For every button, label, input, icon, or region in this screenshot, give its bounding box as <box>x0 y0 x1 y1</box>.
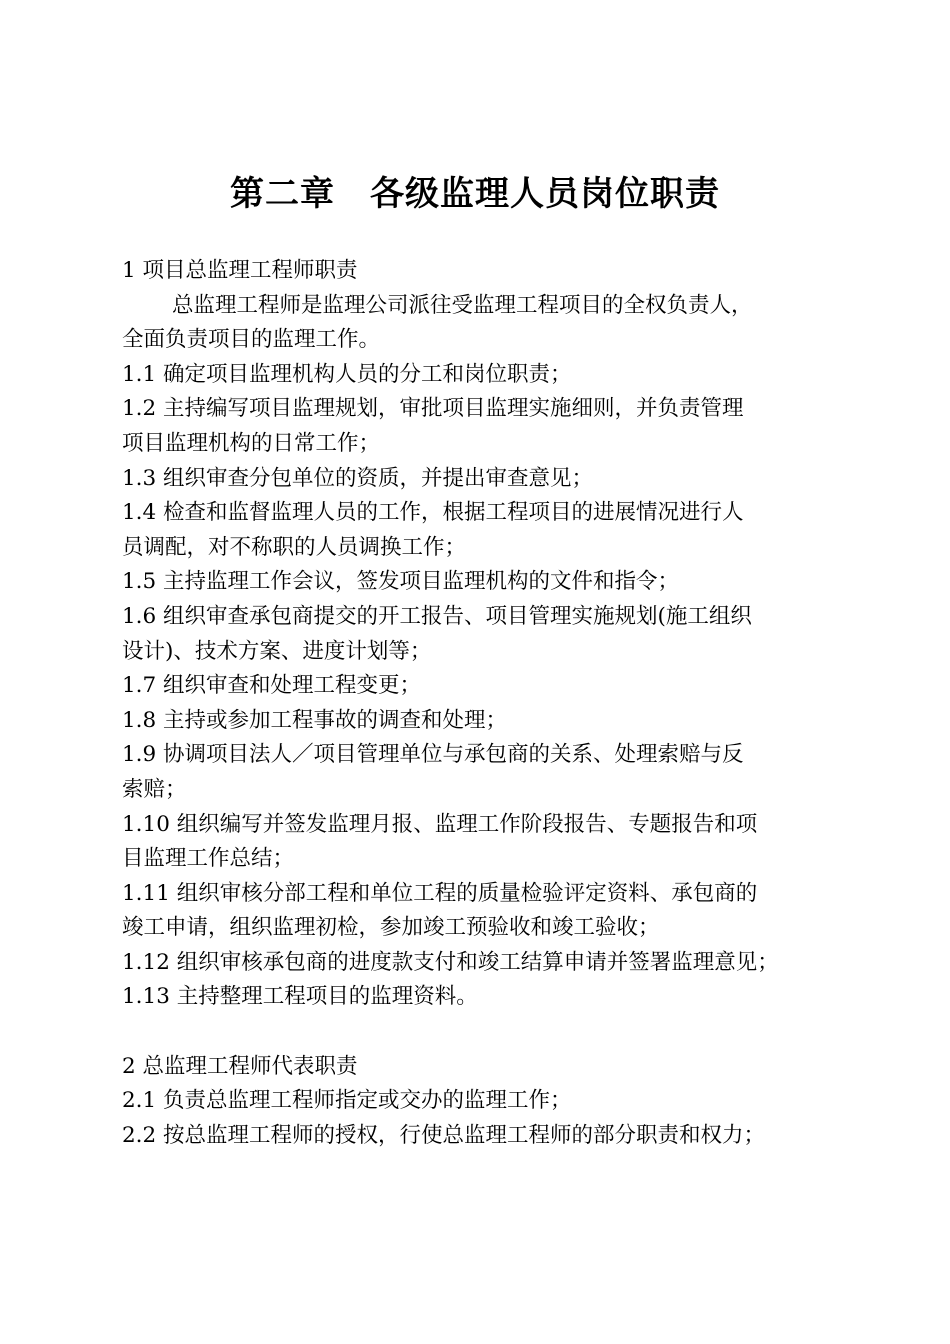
list-item: 1.13 主持整理工程项目的监理资料。 <box>122 984 478 1010</box>
list-item-continuation: 索赔； <box>122 776 187 802</box>
section-spacer <box>122 1015 832 1050</box>
paragraph-line: 全面负责项目的监理工作。 <box>122 327 381 353</box>
list-item: 1.2 主持编写项目监理规划，审批项目监理实施细则，并负责管理 <box>122 396 744 422</box>
list-item: 1.6 组织审查承包商提交的开工报告、项目管理实施规划(施工组织 <box>122 603 752 629</box>
section-heading: 1 项目总监理工程师职责 <box>122 258 358 283</box>
list-item: 1.10 组织编写并签发监理月报、监理工作阶段报告、专题报告和项 <box>122 811 758 837</box>
list-item: 1.9 协调项目法人／项目管理单位与承包商的关系、处理索赔与反 <box>122 742 744 768</box>
list-item-continuation: 项目监理机构的日常工作； <box>122 430 381 456</box>
list-item: 1.11 组织审核分部工程和单位工程的质量检验评定资料、承包商的 <box>122 880 758 906</box>
list-item-continuation: 竣工申请，组织监理初检，参加竣工预验收和竣工验收； <box>122 915 660 941</box>
list-item-continuation: 目监理工作总结； <box>122 846 295 872</box>
list-item: 1.1 确定项目监理机构人员的分工和岗位职责； <box>122 361 572 387</box>
document-body <box>122 254 832 1153</box>
paragraph-line: 总监理工程师是监理公司派往受监理工程项目的全权负责人， <box>172 292 753 318</box>
list-item: 1.3 组织审查分包单位的资质，并提出审查意见； <box>122 465 594 491</box>
list-item: 2.2 按总监理工程师的授权，行使总监理工程师的部分职责和权力； <box>122 1122 766 1148</box>
list-item: 1.12 组织审核承包商的进度款支付和竣工结算申请并签署监理意见； <box>122 949 779 975</box>
list-item: 1.8 主持或参加工程事故的调查和处理； <box>122 707 508 733</box>
chapter-title: 第二章 各级监理人员岗位职责 <box>230 174 720 214</box>
list-item-continuation: 员调配，对不称职的人员调换工作； <box>122 534 467 560</box>
list-item: 1.7 组织审查和处理工程变更； <box>122 673 422 699</box>
list-item-continuation: 设计)、技术方案、进度计划等； <box>122 638 432 664</box>
list-item: 2.1 负责总监理工程师指定或交办的监理工作； <box>122 1088 572 1114</box>
list-item: 1.4 检查和监督监理人员的工作，根据工程项目的进展情况进行人 <box>122 500 744 526</box>
list-item: 1.5 主持监理工作会议，签发项目监理机构的文件和指令； <box>122 569 680 595</box>
section-heading: 2 总监理工程师代表职责 <box>122 1053 358 1079</box>
